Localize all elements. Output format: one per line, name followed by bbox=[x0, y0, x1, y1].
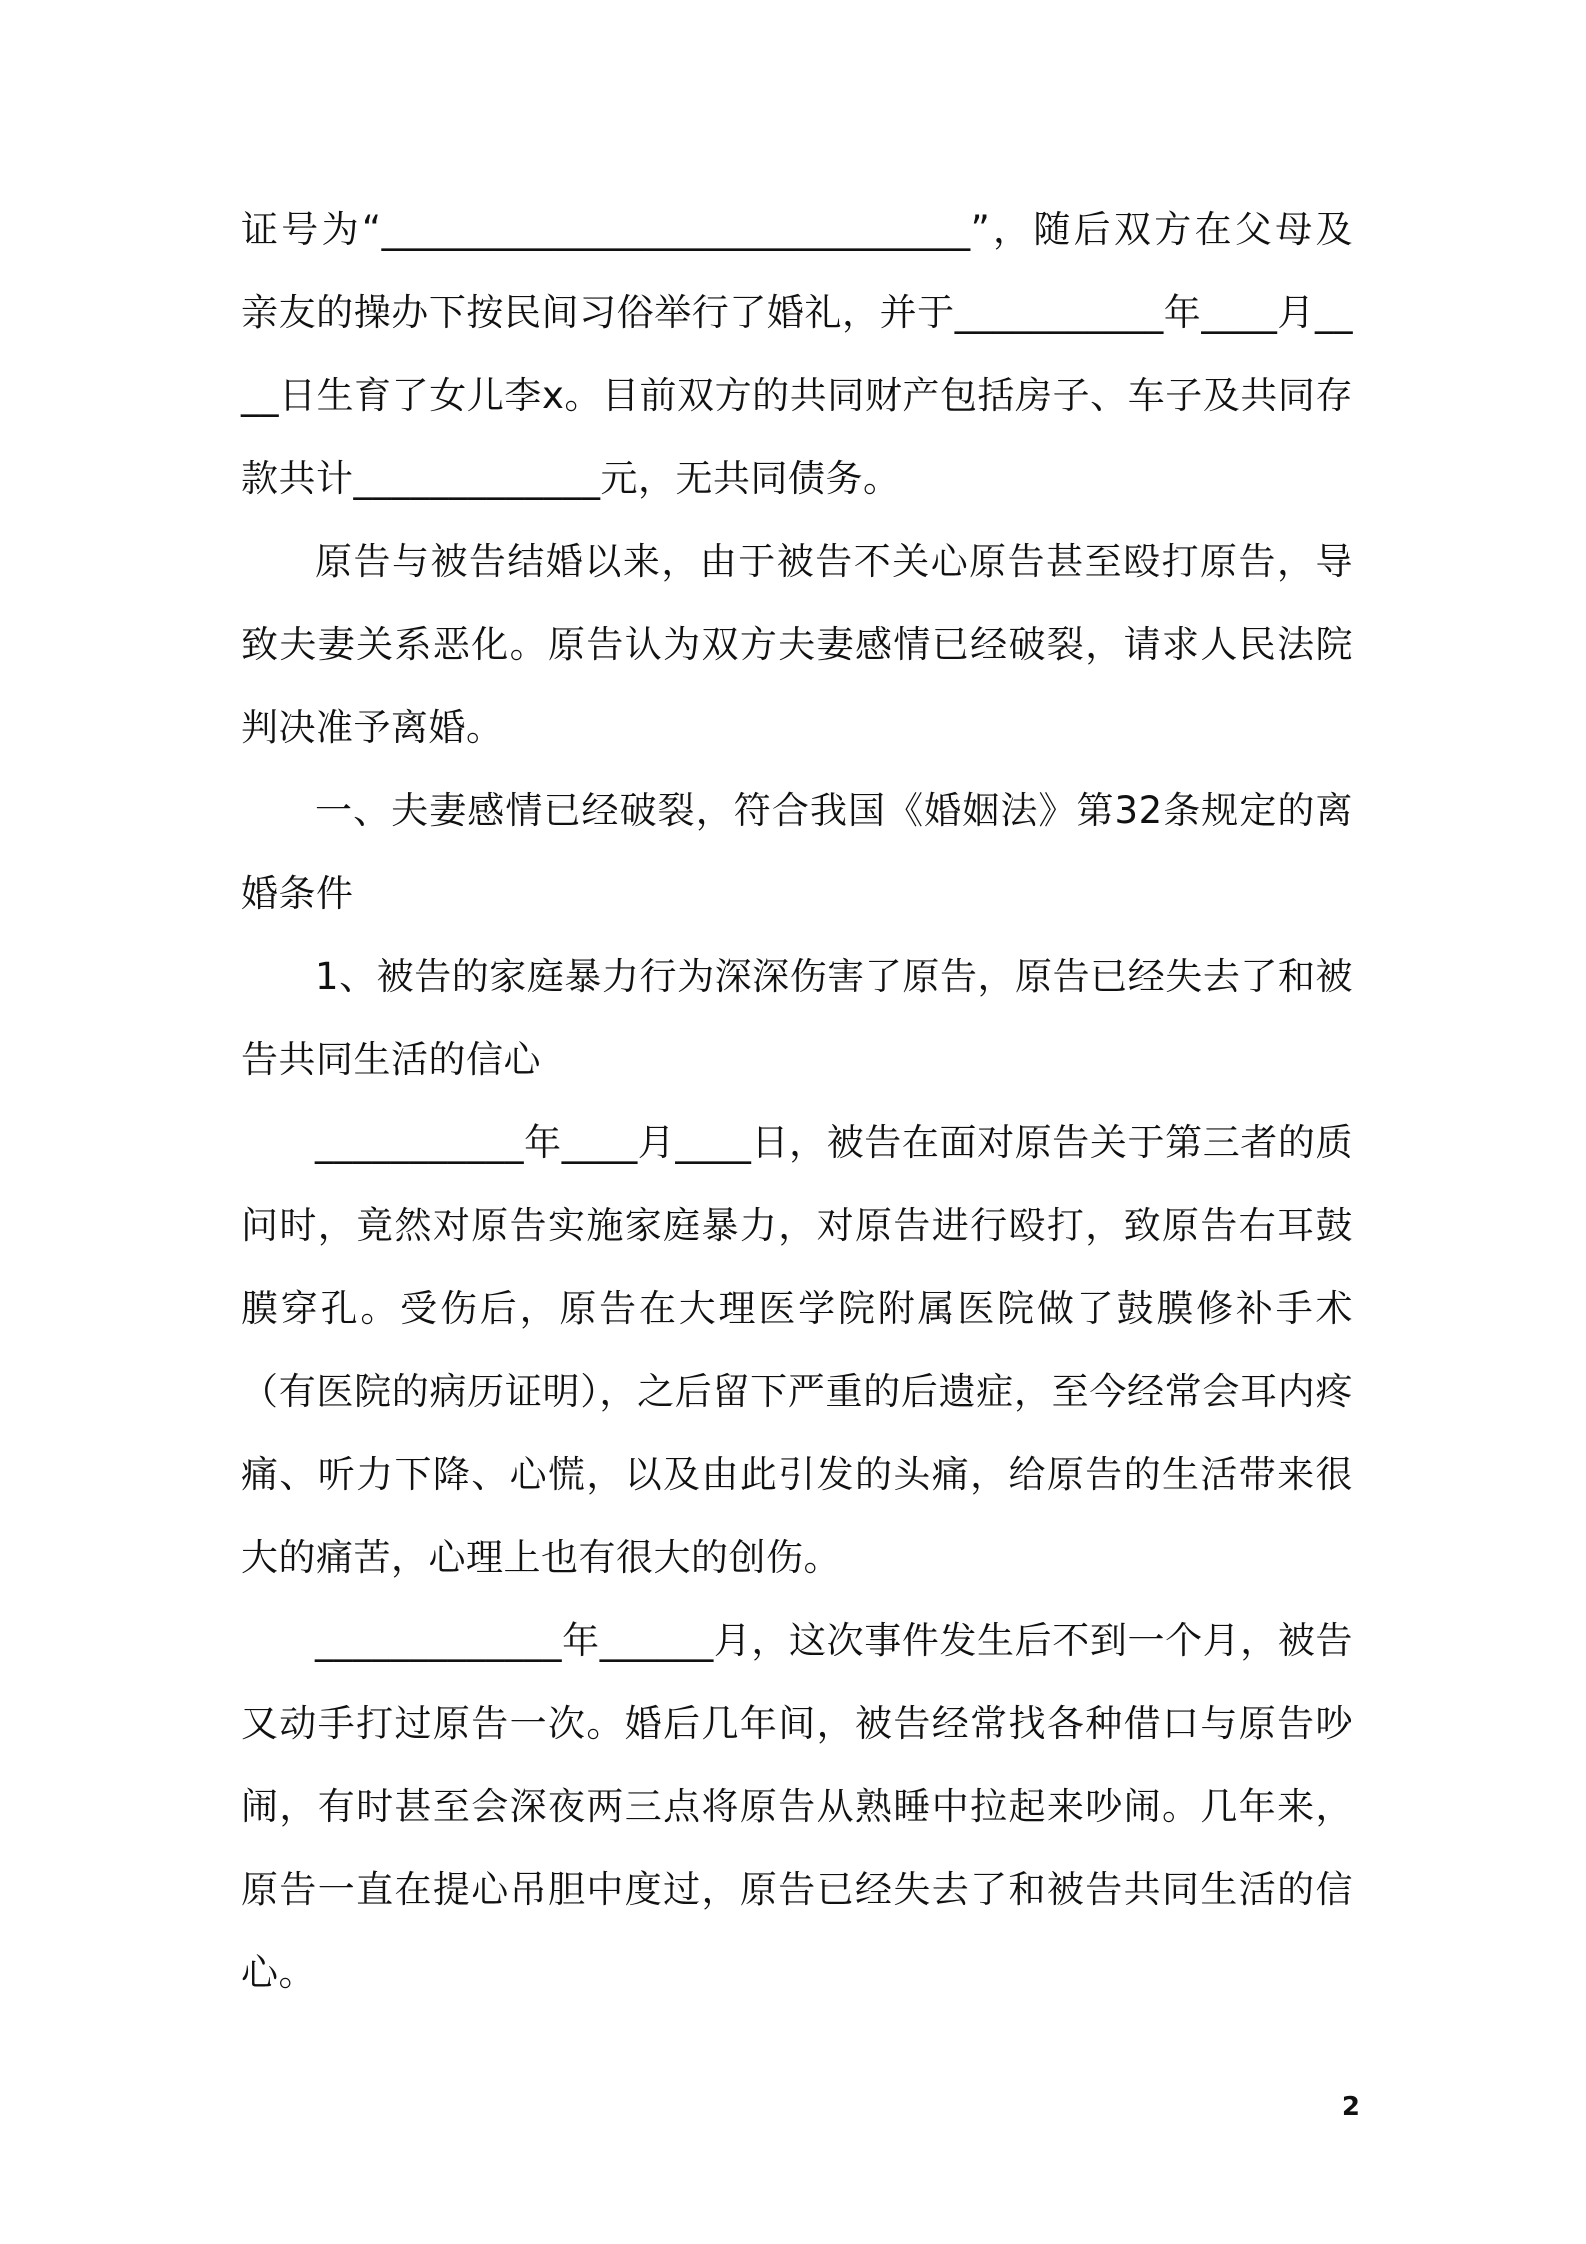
page-number: 2 bbox=[1341, 2092, 1360, 2122]
paragraph-6: _____________年______月，这次事件发生后不到一个月，被告又动手打过原告一次。婚后几年间，被告经常找各种借口与原告吵闹，有时甚至会深夜两三点将原告从熟睡中拉起来吵闹。几年来，原告一直在提心吊胆中度过，原告已经失去了和被告共同生活的信心。 bbox=[241, 1619, 1353, 1994]
paragraph-2: 原告与被告结婚以来，由于被告不关心原告甚至殴打原告，导致夫妻关系恶化。原告认为双方夫妻感情已经破裂，请求人民法院判决准予离婚。 bbox=[241, 540, 1353, 749]
document-body bbox=[241, 188, 1353, 2014]
section-heading-1: 一、夫妻感情已经破裂，符合我国《婚姻法》第32条规定的离婚条件 bbox=[241, 789, 1353, 915]
paragraph-1: 证号为“_______________________________”，随后双方在父母及亲友的操办下按民间习俗举行了婚礼，并于___________年____月____日生育了女儿李x。目前双方的共同财产包括房子、车子及共同存款共计_____________元，无共同债务。 bbox=[241, 208, 1353, 500]
subsection-heading-1: 1、被告的家庭暴力行为深深伤害了原告，原告已经失去了和被告共同生活的信心 bbox=[241, 955, 1353, 1081]
paragraph-5: ___________年____月____日，被告在面对原告关于第三者的质问时，竟然对原告实施家庭暴力，对原告进行殴打，致原告右耳鼓膜穿孔。受伤后，原告在大理医学院附属医院做了鼓膜修补手术（有医院的病历证明），之后留下严重的后遗症，至今经常会耳内疼痛、听力下降、心慌，以及由此引发的头痛，给原告的生活带来很大的痛苦，心理上也有很大的创伤。 bbox=[241, 1121, 1353, 1579]
